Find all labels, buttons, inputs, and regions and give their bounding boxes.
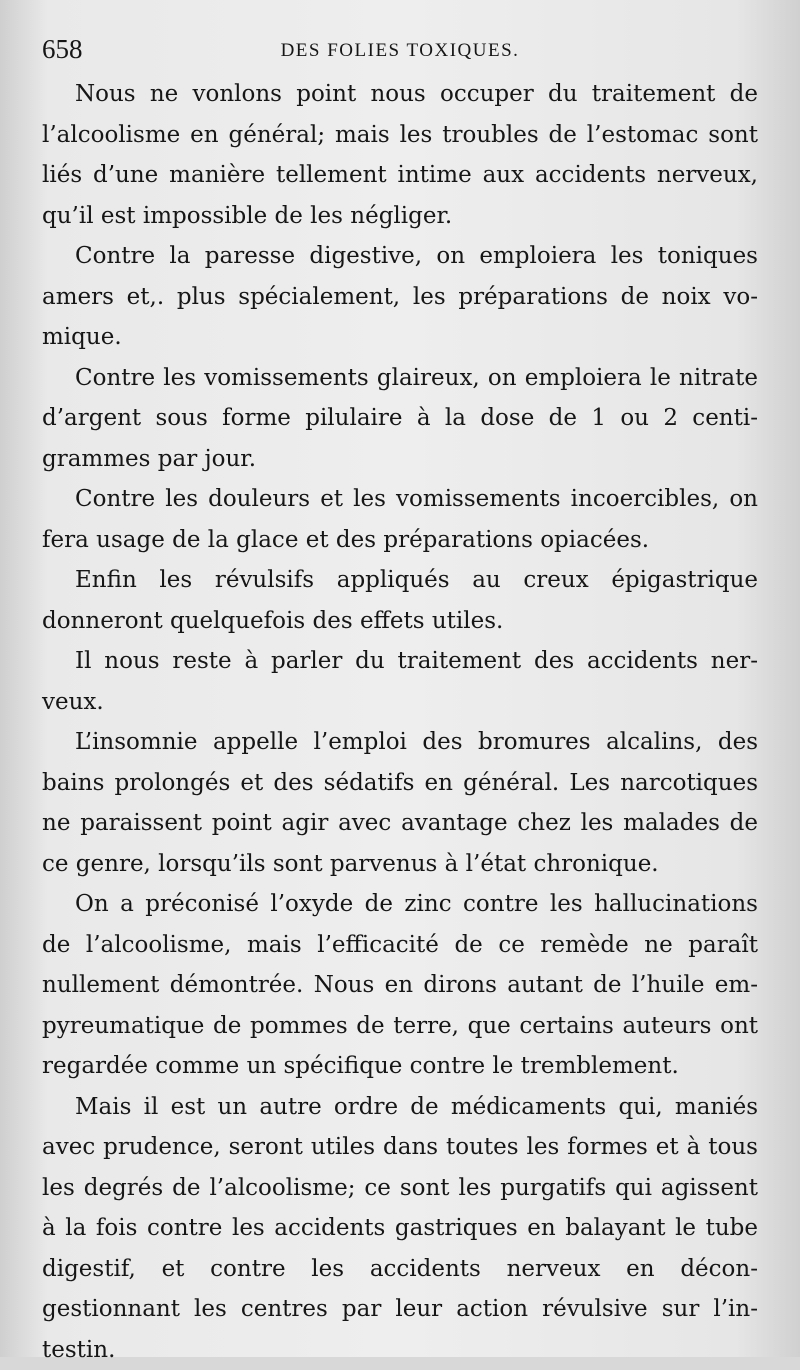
paragraph: Contre les vomissements glaireux, on emploiera le nitrate d’argent sous forme pilulaire à la dose de 1 ou 2 centigrammes par jour. (42, 358, 758, 480)
page-body (42, 74, 758, 1370)
paragraph: Mais il est un autre ordre de médicaments qui, maniés avec prudence, seront utiles dans toutes les formes et à tous les degrés de l’alcoolisme; ce sont les purgatifs qui agissent à la fois contre les accidents gastriques en balayant le tube digestif, et contre les accidents nerveux en décongestionnant les centres par leur action révulsive sur l’intestin. (42, 1087, 758, 1370)
paragraph: Contre la paresse digestive, on emploiera les toniques amers et,. plus spécialement, les préparations de noix vomique. (42, 236, 758, 358)
paragraph: On a préconisé l’oxyde de zinc contre les hallucinations de l’alcoolisme, mais l’efficacité de ce remède ne paraît nullement démontrée. Nous en dirons autant de l’huile empyreumatique de pommes de terre, que certains auteurs ont regardée comme un spécifique contre le tremblement. (42, 884, 758, 1087)
paragraph: Contre les douleurs et les vomissements incoercibles, on fera usage de la glace et des préparations opiacées. (42, 479, 758, 560)
paragraph: L’insomnie appelle l’emploi des bromures alcalins, des bains prolongés et des sédatifs en général. Les narcotiques ne paraissent point agir avec avantage chez les malades de ce genre, lorsqu’ils sont parvenus à l’état chronique. (42, 722, 758, 884)
running-title: DES FOLIES TOXIQUES. (42, 40, 758, 62)
paragraph: Il nous reste à parler du traitement des accidents nerveux. (42, 641, 758, 722)
paragraph: Enfin les révulsifs appliqués au creux épigastrique donneront quelquefois des effets utiles. (42, 560, 758, 641)
page-header (42, 30, 758, 74)
paragraph: Nous ne vonlons point nous occuper du traitement de l’alcoolisme en général; mais les troubles de l’estomac sont liés d’une manière tellement intime aux accidents nerveux, qu’il est impossible de les négliger. (42, 74, 758, 236)
page-number: 658 (42, 34, 83, 65)
